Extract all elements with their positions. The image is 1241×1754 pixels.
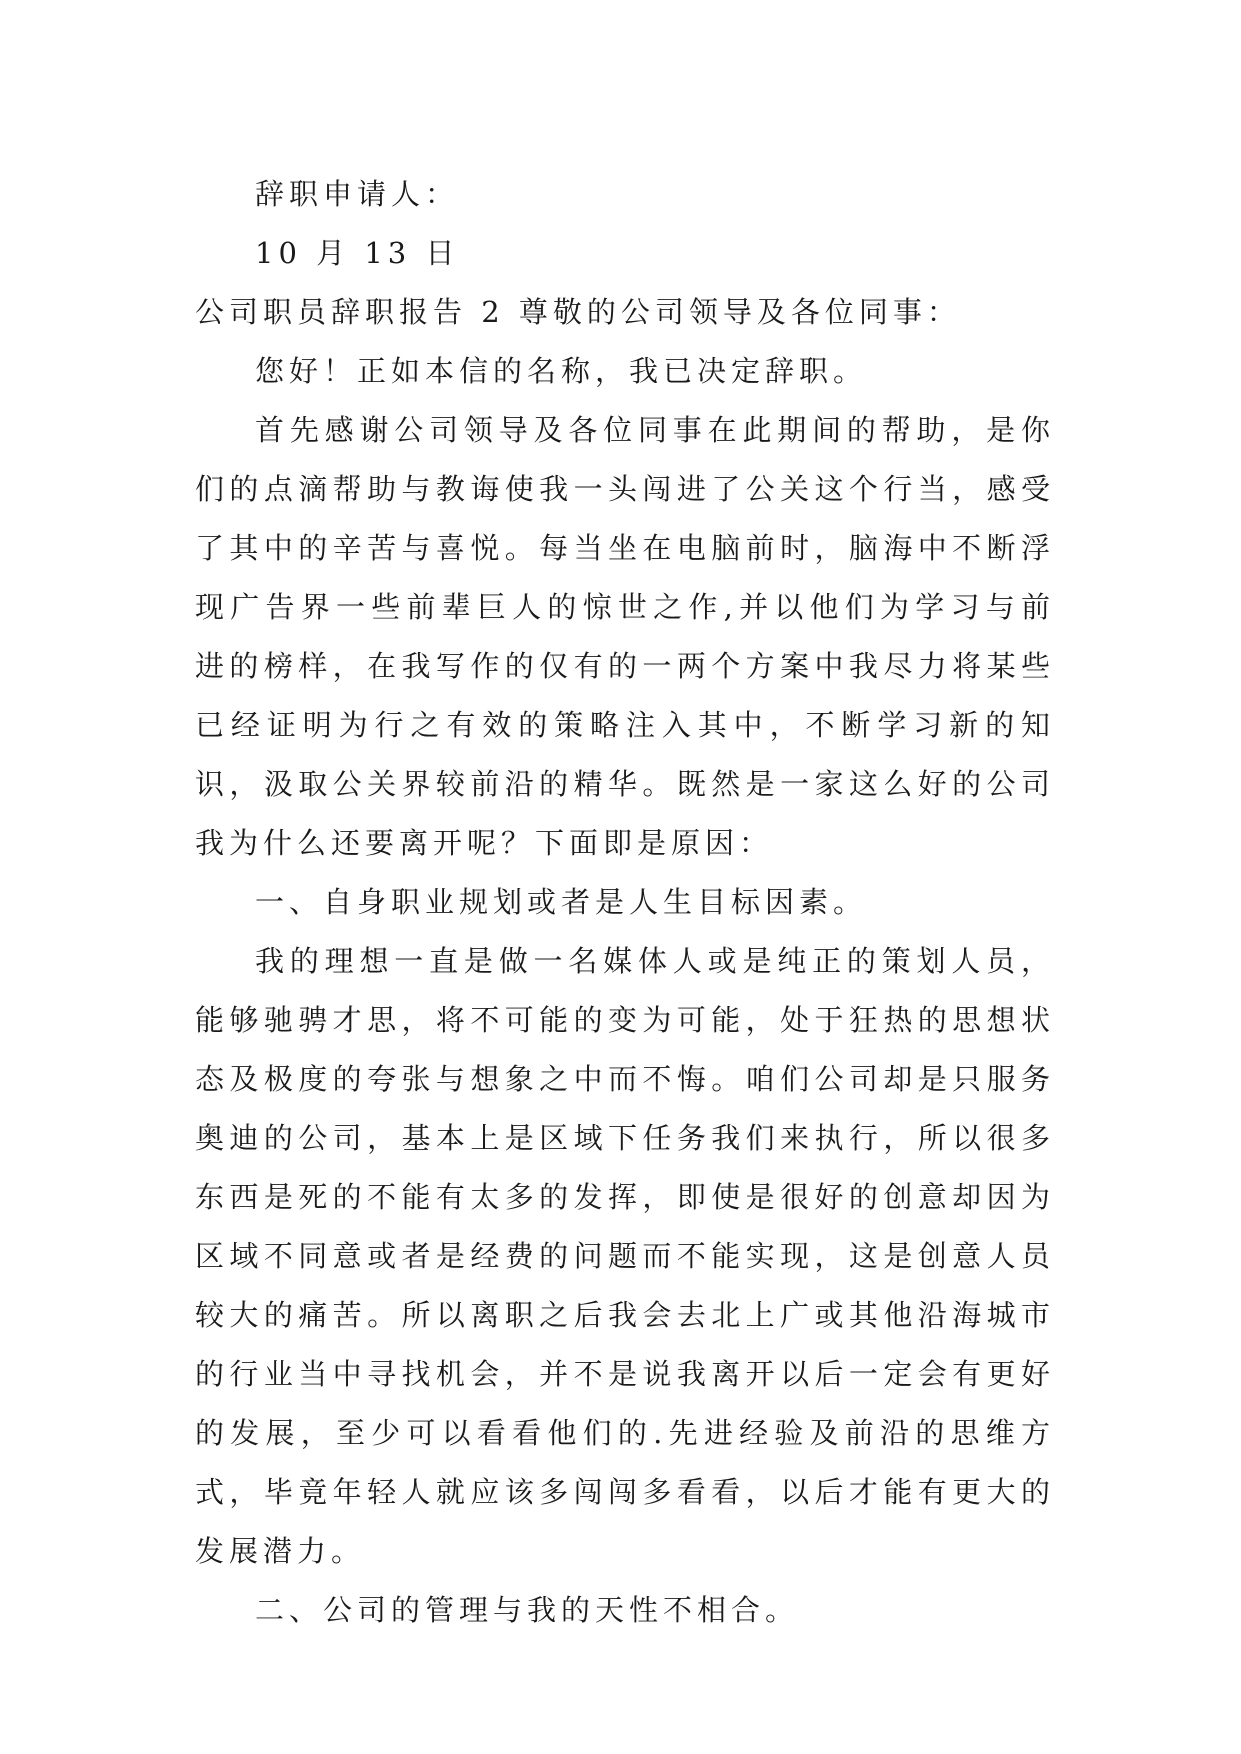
letter-date: 10 月 13 日 bbox=[255, 236, 460, 270]
body-paragraph-2: 我的理想一直是做一名媒体人或是纯正的策划人员，能够驰骋才思，将不可能的变为可能，处于狂热的思想状态及极度的夸张与想象之中而不悔。咱们公司却是只服务奥迪的公司，基本上是区域下任务我们来执行，所以很多东西是死的不能有太多的发挥，即使是很好的创意却因为区域不同意或者是经费的问题而不能实现，这是创意人员较大的痛苦。所以离职之后我会去北上广或其他沿海城市的行业当中寻找机会，并不是说我离开以后一定会有更好的发展，至少可以看看他们的.先进经验及前沿的思维方式，毕竟年轻人就应该多闯闯多看看，以后才能有更大的发展潜力。 bbox=[195, 944, 1055, 1568]
document-body bbox=[195, 165, 1055, 1640]
section-heading-2: 二、公司的管理与我的天性不相合。 bbox=[255, 1593, 800, 1627]
body-paragraph-1: 首先感谢公司领导及各位同事在此期间的帮助，是你们的点滴帮助与教诲使我一头闯进了公关这个行当，感受了其中的辛苦与喜悦。每当坐在电脑前时，脑海中不断浮现广告界一些前辈巨人的惊世之作,并以他们为学习与前进的榜样，在我写作的仅有的一两个方案中我尽力将某些已经证明为行之有效的策略注入其中，不断学习新的知识，汲取公关界较前沿的精华。既然是一家这么好的公司我为什么还要离开呢？下面即是原因： bbox=[195, 413, 1055, 860]
letter-title: 公司职员辞职报告 2 尊敬的公司领导及各位同事： bbox=[195, 295, 961, 329]
greeting: 您好！正如本信的名称，我已决定辞职。 bbox=[255, 354, 868, 388]
signature-label: 辞职申请人： bbox=[255, 177, 460, 211]
section-heading-1: 一、自身职业规划或者是人生目标因素。 bbox=[255, 885, 868, 919]
